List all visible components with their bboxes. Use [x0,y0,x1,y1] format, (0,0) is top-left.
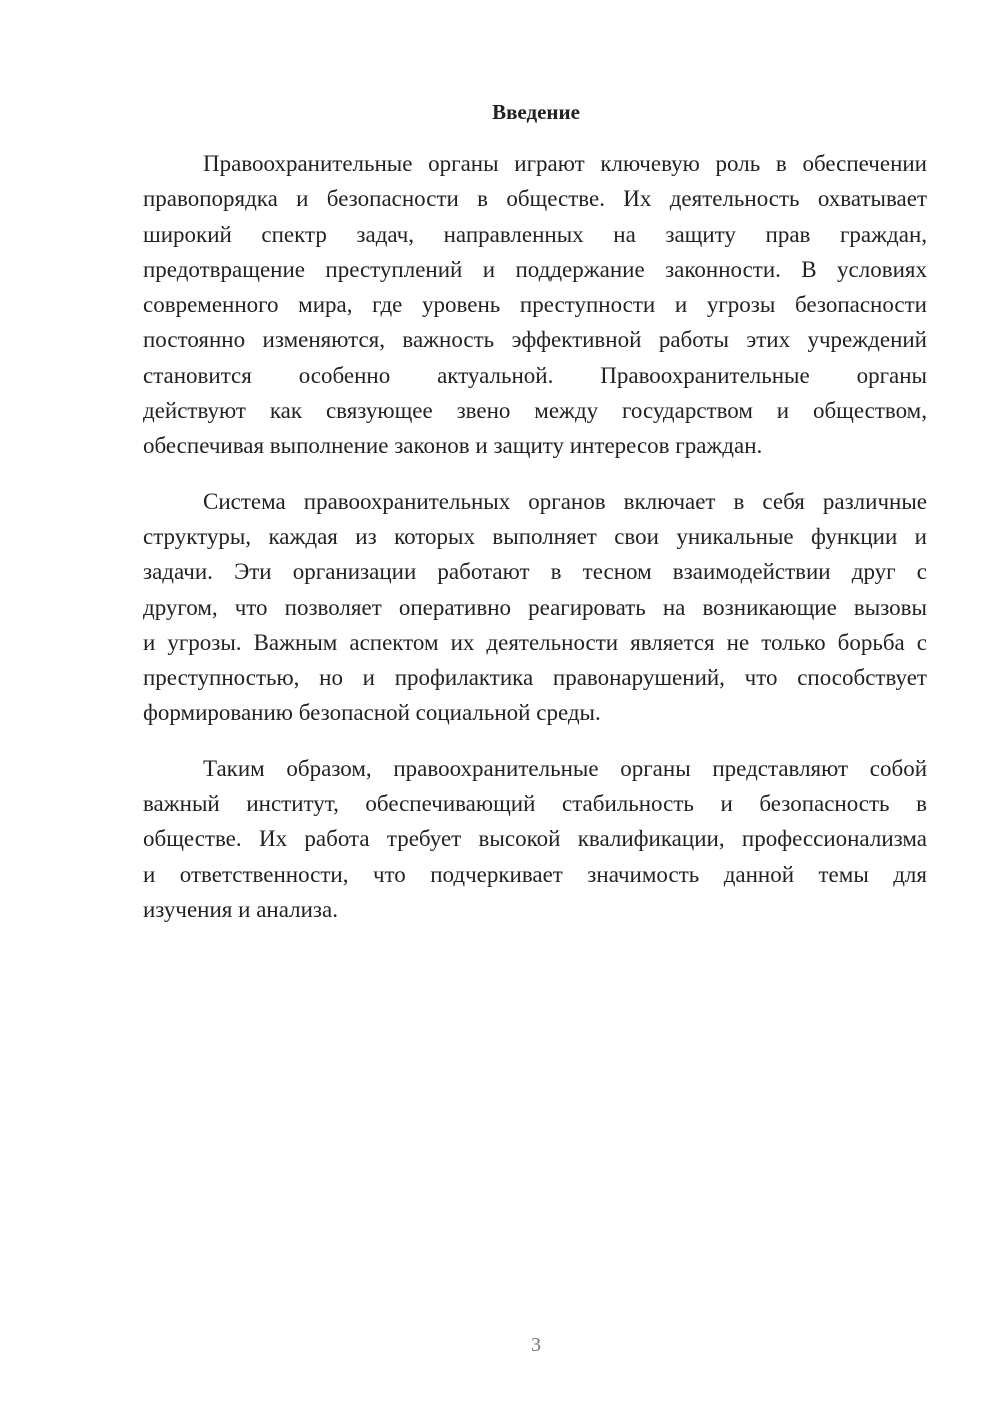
text-line: обеспечивая выполнение законов и защиту интересов граждан. [143,433,763,459]
text-line: Система правоохранительных органов включает в себя различные [203,488,927,514]
paragraph [143,751,927,927]
text-line: правопорядка и безопасности в обществе. Их деятельность охватывает [143,186,927,212]
text-line: обществе. Их работа требует высокой квалификации, профессионализма [143,826,927,852]
text-line: и угрозы. Важным аспектом их деятельности является не только борьба с [143,629,927,655]
text-line: постоянно изменяются, важность эффективной работы этих учреждений [143,327,927,353]
text-line: Таким образом, правоохранительные органы представляют собой [203,755,927,781]
text-line: задачи. Эти организации работают в тесном взаимодействии друг с [143,559,927,585]
text-line: Правоохранительные органы играют ключевую роль в обеспечении [203,151,927,176]
text-line: предотвращение преступлений и поддержание законности. В условиях [143,256,927,282]
text-line: широкий спектр задач, направленных на защиту прав граждан, [143,221,927,247]
paragraph [143,146,927,464]
text-line: изучения и анализа. [143,896,338,922]
page-number: 3 [531,1334,541,1356]
document-body [143,146,927,947]
text-line: преступностью, но и профилактика правонарушений, что способствует [143,665,927,691]
text-line: действуют как связующее звено между государством и обществом, [143,398,927,424]
text-line: становится особенно актуальной. Правоохранительные органы [143,362,927,388]
text-line: важный институт, обеспечивающий стабильность и безопасность в [143,791,927,817]
text-line: современного мира, где уровень преступности и угрозы безопасности [143,292,927,318]
text-line: и ответственности, что подчеркивает значимость данной темы для [143,861,927,887]
section-title: Введение [492,100,580,124]
paragraph [143,484,927,731]
text-line: другом, что позволяет оперативно реагировать на возникающие вызовы [143,594,927,620]
text-line: формированию безопасной социальной среды. [143,700,601,726]
text-line: структуры, каждая из которых выполняет свои уникальные функции и [143,523,927,549]
